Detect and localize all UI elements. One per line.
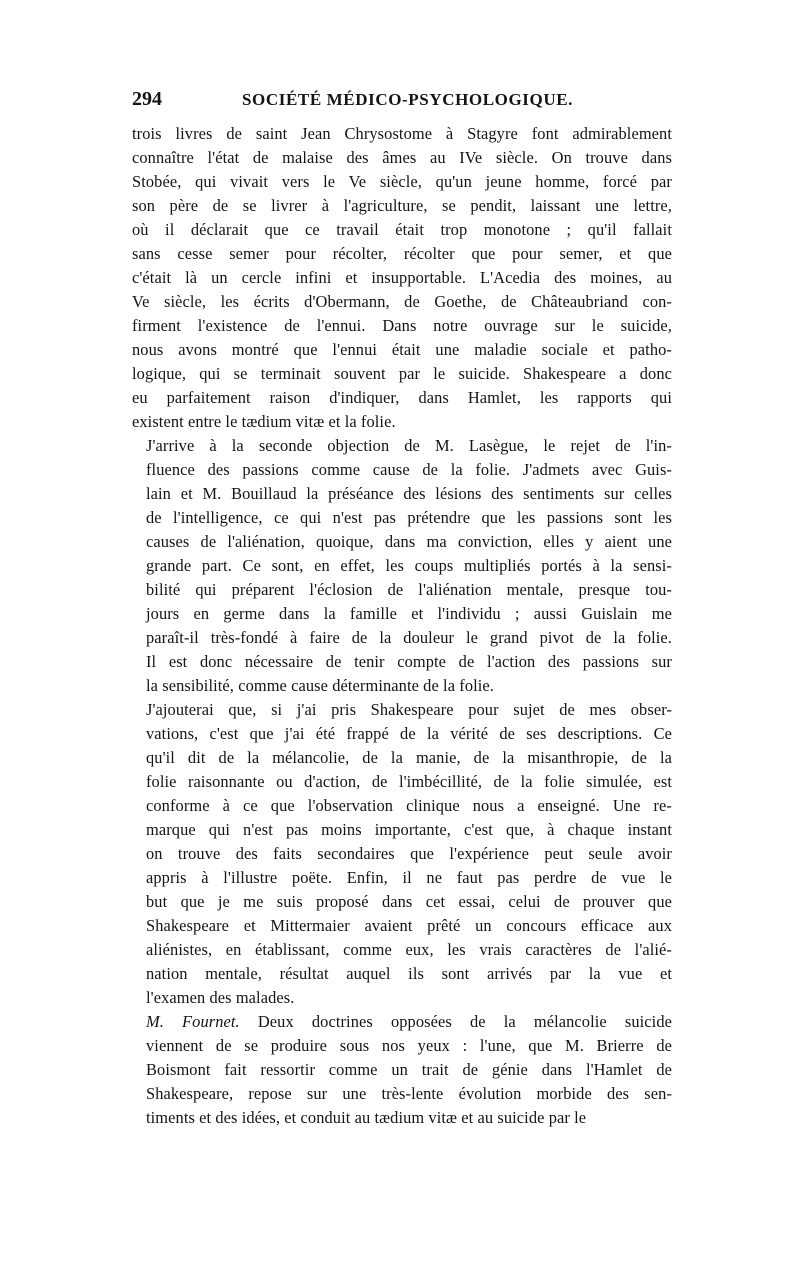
text-line: bilité qui préparent l'éclosion de l'aliénation mentale, presque tou-: [146, 580, 672, 599]
text-line: de l'intelligence, ce qui n'est pas prétendre que les passions sont les: [146, 508, 672, 527]
text-line: viennent de se produire sous nos yeux : l'une, que M. Brierre de: [146, 1036, 672, 1055]
text-line: marque qui n'est pas moins importante, c'est que, à chaque instant: [146, 820, 672, 839]
text-line: Shakespeare, repose sur une très-lente évolution morbide des sen-: [146, 1084, 672, 1103]
text-line: Il est donc nécessaire de tenir compte de l'action des passions sur: [146, 652, 672, 671]
text-line: grande part. Ce sont, en effet, les coups multipliés portés à la sensi-: [146, 556, 672, 575]
text-line: eu parfaitement raison d'indiquer, dans Hamlet, les rapports qui: [132, 388, 672, 407]
running-head: [132, 88, 672, 118]
text-line: où il déclarait que ce travail était trop monotone ; qu'il fallait: [132, 220, 672, 239]
text-line: aliénistes, en établissant, comme eux, les vrais caractères de l'alié-: [146, 940, 672, 959]
text-line: jours en germe dans la famille et l'individu ; aussi Guislain me: [146, 604, 672, 623]
text-line: timents et des idées, et conduit au tædium vitæ et au suicide par le: [146, 1108, 587, 1127]
text-line: son père de se livrer à l'agriculture, se pendit, laissant une lettre,: [132, 196, 672, 215]
text-line: existent entre le tædium vitæ et la folie.: [132, 412, 396, 431]
text-line: qu'il dit de la mélancolie, de la manie, de la misanthropie, de la: [146, 748, 672, 767]
paragraph: [132, 698, 672, 1010]
text-line: nous avons montré que l'ennui était une maladie sociale et patho-: [132, 340, 672, 359]
text-line: Boismont fait ressortir comme un trait de génie dans l'Hamlet de: [146, 1060, 672, 1079]
text-line: causes de l'aliénation, quoique, dans ma conviction, elles y aient une: [146, 532, 672, 551]
text-line: trois livres de saint Jean Chrysostome à Stagyre font admirablement: [132, 124, 672, 143]
text-line: J'arrive à la seconde objection de M. Lasègue, le rejet de l'in-: [146, 436, 672, 455]
text-line: but que je me suis proposé dans cet essai, celui de prouver que: [146, 892, 672, 911]
speaker-name: M. Fournet.: [146, 1012, 240, 1031]
text-line: firment l'existence de l'ennui. Dans notre ouvrage sur le suicide,: [132, 316, 672, 335]
text-line: lain et M. Bouillaud la préséance des lésions des sentiments sur celles: [146, 484, 672, 503]
text-line: c'était là un cercle infini et insupportable. L'Acedia des moines, au: [132, 268, 672, 287]
paragraph: [132, 122, 672, 434]
text-line: connaître l'état de malaise des âmes au IVe siècle. On trouve dans: [132, 148, 672, 167]
text-line: on trouve des faits secondaires que l'expérience peut seule avoir: [146, 844, 672, 863]
text-line: sans cesse semer pour récolter, récolter que pour semer, et que: [132, 244, 672, 263]
text-line: [132, 1010, 672, 1034]
text-line: la sensibilité, comme cause déterminante de la folie.: [146, 676, 495, 695]
text-line: folie raisonnante ou d'action, de l'imbécillité, de la folie simulée, est: [146, 772, 672, 791]
text-line: Stobée, qui vivait vers le Ve siècle, qu'un jeune homme, forcé par: [132, 172, 672, 191]
text-line: fluence des passions comme cause de la folie. J'admets avec Guis-: [146, 460, 672, 479]
book-page: [132, 88, 672, 1130]
text-line: Ve siècle, les écrits d'Obermann, de Goethe, de Châteaubriand con-: [132, 292, 672, 311]
line-text: Deux doctrines opposées de la mélancolie suicide: [239, 1012, 672, 1031]
page-number: 294: [132, 88, 162, 110]
paragraph: [132, 1010, 672, 1130]
paragraph: [132, 434, 672, 698]
text-line: logique, qui se terminait souvent par le suicide. Shakespeare a donc: [132, 364, 672, 383]
text-line: nation mentale, résultat auquel ils sont arrivés par la vue et: [146, 964, 672, 983]
text-line: l'examen des malades.: [146, 988, 295, 1007]
text-line: paraît-il très-fondé à faire de la douleur le grand pivot de la folie.: [146, 628, 672, 647]
running-title: SOCIÉTÉ MÉDICO-PSYCHOLOGIQUE.: [242, 90, 574, 109]
body-text: [132, 122, 672, 1130]
text-line: conforme à ce que l'observation clinique nous a enseigné. Une re-: [146, 796, 672, 815]
text-line: appris à l'illustre poëte. Enfin, il ne faut pas perdre de vue le: [146, 868, 672, 887]
text-line: Shakespeare et Mittermaier avaient prêté un concours efficace aux: [146, 916, 672, 935]
text-line: vations, c'est que j'ai été frappé de la vérité de ses descriptions. Ce: [146, 724, 672, 743]
text-line: J'ajouterai que, si j'ai pris Shakespeare pour sujet de mes obser-: [146, 700, 672, 719]
